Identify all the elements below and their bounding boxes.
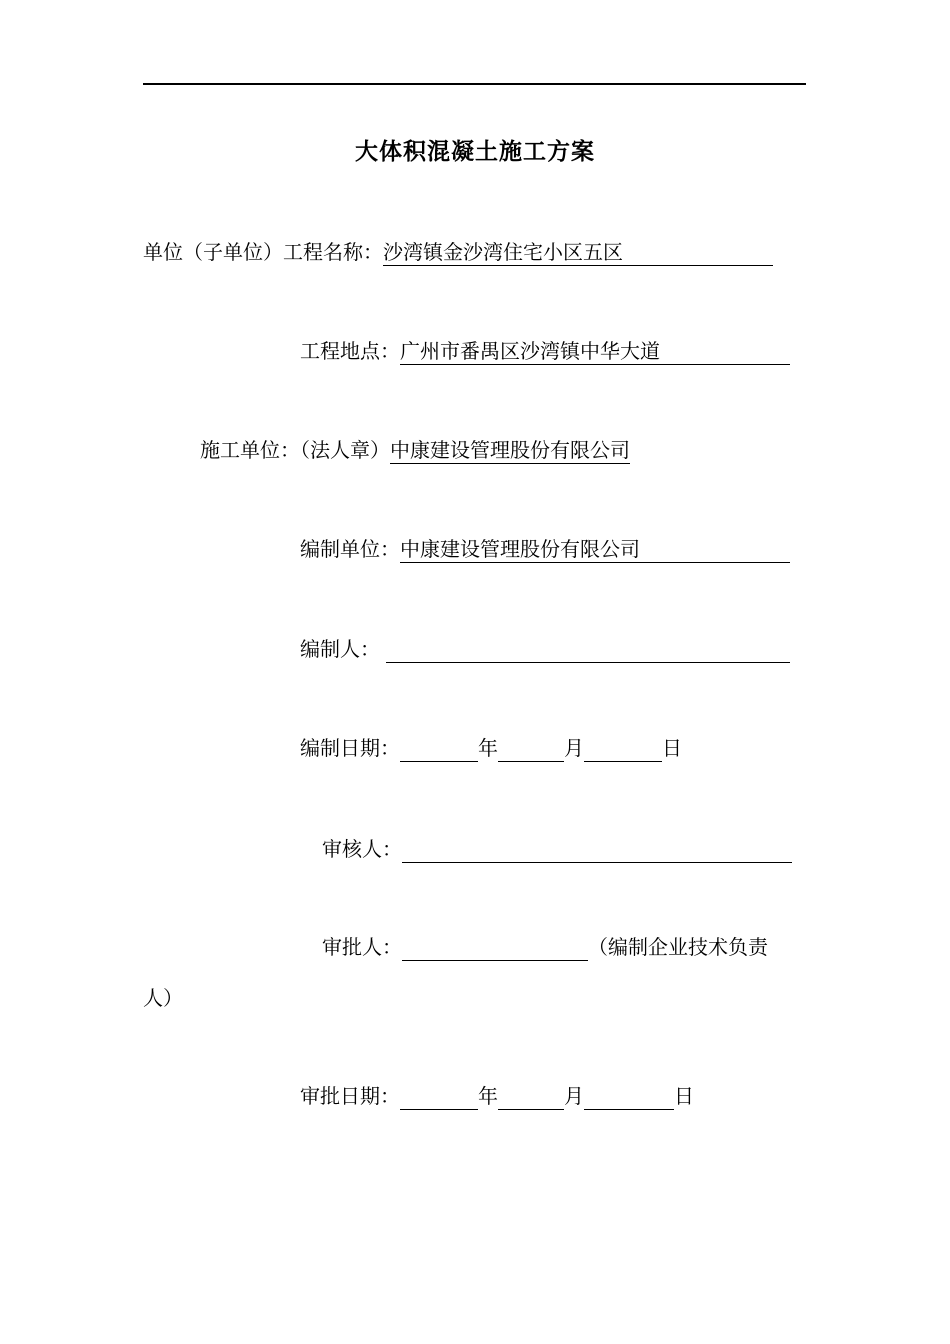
project-location-label: 工程地点： xyxy=(300,339,400,363)
construction-unit-value: 中康建设管理股份有限公司 xyxy=(390,438,630,462)
compile-date-label: 编制日期： xyxy=(300,736,400,760)
document-title: 大体积混凝土施工方案 xyxy=(355,138,595,165)
approver-note-line2: 人） xyxy=(143,986,183,1010)
approver-blank[interactable] xyxy=(402,938,588,961)
compile-date-day-blank[interactable] xyxy=(584,739,662,762)
compiling-unit-value: 中康建设管理股份有限公司 xyxy=(400,536,790,563)
approve-date-year-unit: 年 xyxy=(478,1084,498,1108)
approve-date-month-blank[interactable] xyxy=(498,1087,564,1110)
approve-date-day-blank[interactable] xyxy=(584,1087,674,1110)
compiler-label: 编制人： xyxy=(300,637,380,661)
project-name-value: 沙湾镇金沙湾住宅小区五区 xyxy=(383,239,773,266)
compile-date-month-blank[interactable] xyxy=(498,739,564,762)
approve-date-label: 审批日期： xyxy=(300,1084,400,1108)
approver-label: 审批人： xyxy=(322,935,402,959)
reviewer-row xyxy=(322,835,792,863)
construction-unit-label: 施工单位：（法人章） xyxy=(200,438,390,462)
approver-note-continued xyxy=(143,984,183,1012)
reviewer-blank[interactable] xyxy=(402,840,792,863)
approve-date-year-blank[interactable] xyxy=(400,1087,478,1110)
header-rule xyxy=(143,83,806,85)
compile-date-year-unit: 年 xyxy=(478,736,498,760)
project-location-value: 广州市番禺区沙湾镇中华大道 xyxy=(400,338,790,365)
compiling-unit-row xyxy=(300,535,790,563)
compiler-blank[interactable] xyxy=(386,640,790,663)
reviewer-label: 审核人： xyxy=(322,837,402,861)
project-name-label: 单位（子单位）工程名称： xyxy=(143,240,383,264)
construction-unit-row xyxy=(200,436,630,464)
approver-note: （编制企业技术负责 xyxy=(588,935,768,959)
project-location-row xyxy=(300,337,790,365)
compile-date-day-unit: 日 xyxy=(662,736,682,760)
approve-date-month-unit: 月 xyxy=(564,1084,584,1108)
project-name-row xyxy=(143,238,773,266)
compile-date-row xyxy=(300,734,682,762)
approve-date-row xyxy=(300,1082,694,1110)
compile-date-year-blank[interactable] xyxy=(400,739,478,762)
compiler-row xyxy=(300,635,790,663)
compiling-unit-label: 编制单位： xyxy=(300,537,400,561)
approve-date-day-unit: 日 xyxy=(674,1084,694,1108)
approver-row xyxy=(322,933,768,961)
compile-date-month-unit: 月 xyxy=(564,736,584,760)
